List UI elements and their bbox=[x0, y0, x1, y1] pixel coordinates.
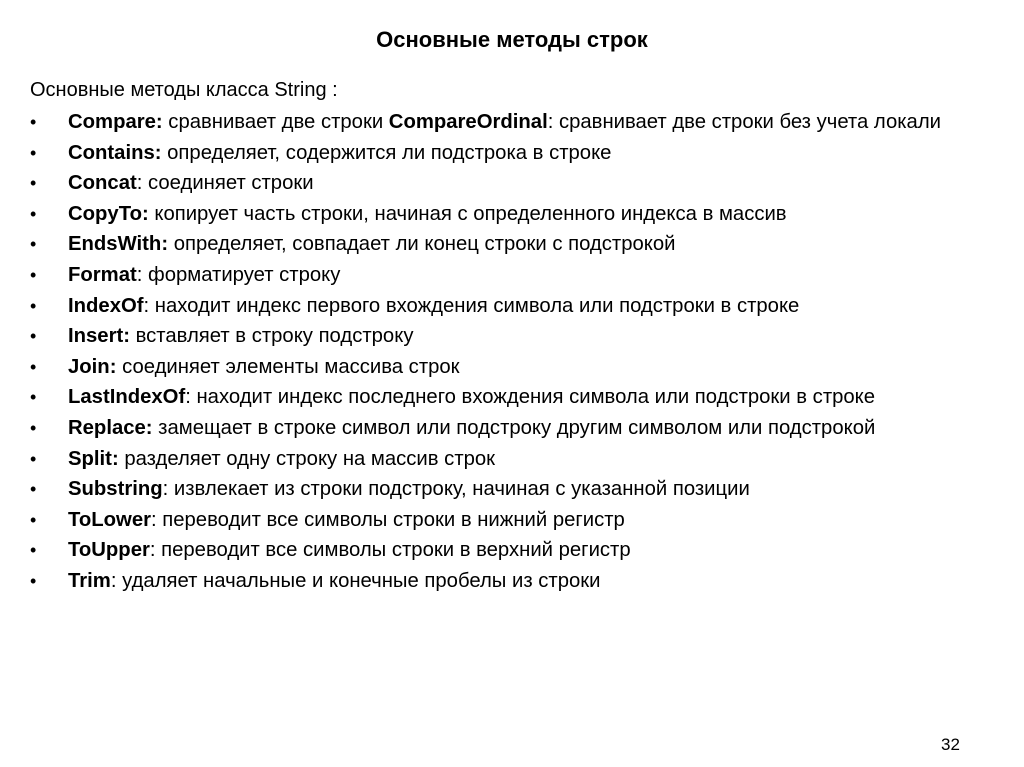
method-description: : извлекает из строки подстроку, начиная с указанной позиции bbox=[162, 478, 750, 501]
method-description: : форматирует строку bbox=[136, 263, 341, 286]
list-item bbox=[30, 138, 1004, 169]
method-name: EndsWith: bbox=[68, 233, 169, 256]
list-item bbox=[30, 413, 1004, 444]
bullet-icon: • bbox=[30, 234, 37, 255]
bullet-icon: • bbox=[30, 570, 37, 591]
method-name: Compare: bbox=[68, 111, 163, 133]
list-item bbox=[30, 382, 1004, 413]
bullet-icon: • bbox=[30, 509, 37, 530]
method-name: CompareOrdinal bbox=[388, 111, 548, 133]
method-name: IndexOf bbox=[68, 294, 144, 317]
list-item bbox=[30, 444, 1004, 475]
method-name: ToUpper bbox=[68, 539, 150, 562]
bullet-icon: • bbox=[30, 540, 37, 561]
method-name: Join: bbox=[68, 355, 117, 378]
method-name: Contains: bbox=[68, 141, 162, 164]
list-item bbox=[30, 199, 1004, 230]
method-description: замещает в строке символ или подстроку другим символом или подстрокой bbox=[152, 416, 876, 439]
bullet-icon: • bbox=[30, 417, 37, 438]
bullet-icon: • bbox=[30, 356, 37, 377]
slide-title: Основные методы строк bbox=[376, 27, 648, 52]
method-name: Substring bbox=[68, 478, 163, 501]
method-description: копирует часть строки, начиная с определенного индекса в массив bbox=[148, 202, 787, 225]
list-item bbox=[30, 474, 1004, 505]
list-item bbox=[30, 291, 1004, 322]
method-name: ToLower bbox=[68, 508, 151, 531]
method-description: : соединяет строки bbox=[136, 172, 314, 195]
method-name: LastIndexOf bbox=[68, 386, 186, 409]
list-item bbox=[30, 352, 1004, 383]
method-description: : находит индекс первого вхождения символа или подстроки в строке bbox=[143, 294, 800, 317]
method-description: разделяет одну строку на массив строк bbox=[118, 447, 496, 470]
bullet-icon: • bbox=[30, 479, 37, 500]
bullet-icon: • bbox=[30, 295, 37, 316]
bullet-icon: • bbox=[30, 326, 37, 347]
method-description: определяет, содержится ли подстрока в строке bbox=[161, 141, 612, 164]
method-description: : переводит все символы строки в верхний регистр bbox=[149, 539, 631, 562]
page-number: 32 bbox=[941, 735, 960, 754]
methods-list bbox=[30, 107, 1004, 597]
method-name: Replace: bbox=[68, 416, 153, 439]
method-name: Split: bbox=[68, 447, 119, 470]
list-item bbox=[30, 566, 1004, 597]
bullet-icon: • bbox=[30, 142, 37, 163]
method-name: Concat bbox=[68, 172, 137, 195]
list-item bbox=[30, 229, 1004, 260]
method-name: Format bbox=[68, 263, 137, 286]
method-description: сравнивает две строки bbox=[162, 111, 389, 133]
bullet-icon: • bbox=[30, 264, 37, 285]
list-item bbox=[30, 168, 1004, 199]
list-item bbox=[30, 107, 1004, 138]
method-description: : находит индекс последнего вхождения символа или подстроки в строке bbox=[185, 386, 876, 409]
list-item bbox=[30, 321, 1004, 352]
bullet-icon: • bbox=[30, 112, 37, 132]
method-description: соединяет элементы массива строк bbox=[116, 355, 460, 378]
list-item bbox=[30, 535, 1004, 566]
list-item bbox=[30, 260, 1004, 291]
bullet-icon: • bbox=[30, 387, 37, 408]
bullet-icon: • bbox=[30, 173, 37, 194]
method-description: определяет, совпадает ли конец строки с подстрокой bbox=[168, 233, 676, 256]
method-name: Trim bbox=[68, 569, 111, 592]
method-name: Insert: bbox=[68, 325, 130, 348]
method-name: CopyTo: bbox=[68, 202, 149, 225]
method-description: вставляет в строку подстроку bbox=[129, 325, 414, 348]
method-description: : переводит все символы строки в нижний регистр bbox=[151, 508, 625, 531]
intro-text: Основные методы класса String : bbox=[30, 79, 338, 101]
bullet-icon: • bbox=[30, 448, 37, 469]
method-description: : сравнивает две строки без учета локали bbox=[547, 111, 941, 133]
bullet-icon: • bbox=[30, 203, 37, 224]
list-item bbox=[30, 505, 1004, 536]
method-description: : удаляет начальные и конечные пробелы из строки bbox=[110, 569, 601, 592]
